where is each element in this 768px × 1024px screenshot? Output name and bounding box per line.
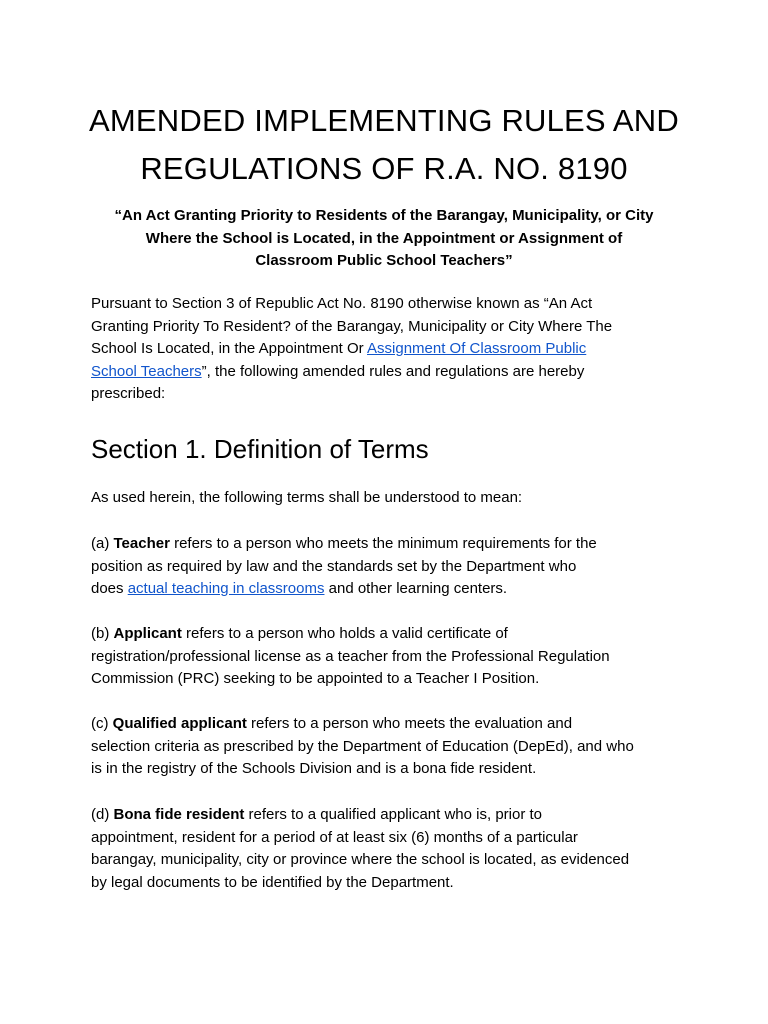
- definition-teacher-text-1: refers to a person who meets the minimum requirements for the: [169, 535, 597, 552]
- assignment-classroom-teachers-link-cont[interactable]: School Teachers: [91, 362, 202, 380]
- definitions-lead: [91, 487, 691, 510]
- intro-line-5: prescribed:: [91, 385, 166, 402]
- definition-applicant-line-1: [91, 623, 691, 646]
- definition-qualified-applicant-line-3: is in the registry of the Schools Division and is a bona fide resident.: [91, 760, 537, 777]
- intro-line-4-text: ”, the following amended rules and regulations are hereby: [201, 362, 585, 380]
- definition-qualified-applicant-prefix: (c): [91, 715, 113, 732]
- definition-qualified-applicant-line-2: selection criteria as prescribed by the Department of Education (DepEd), and who: [91, 737, 634, 755]
- definition-bona-fide-resident-term: Bona fide resident: [113, 806, 245, 823]
- definition-teacher-text-3a: does: [91, 580, 128, 597]
- definition-bona-fide-resident: [91, 804, 691, 894]
- definitions-lead-text: As used herein, the following terms shall be understood to mean:: [91, 489, 523, 506]
- definition-bona-fide-resident-line-2: appointment, resident for a period of at least six (6) months of a particular: [91, 828, 578, 846]
- definition-bona-fide-resident-line-4: by legal documents to be identified by the Department.: [91, 873, 454, 891]
- definition-teacher-line-3: [91, 578, 691, 601]
- intro-line-2: Granting Priority To Resident? of the Barangay, Municipality or City Where The: [91, 317, 613, 335]
- definition-bona-fide-resident-line-1: [91, 804, 691, 827]
- assignment-classroom-teachers-link[interactable]: Assignment Of Classroom Public: [367, 340, 587, 357]
- definition-teacher: [91, 533, 691, 601]
- definition-applicant-line-2: registration/professional license as a teacher from the Professional Regulation: [91, 647, 610, 665]
- definition-teacher-text-3b: and other learning centers.: [324, 580, 508, 597]
- intro-line-1: Pursuant to Section 3 of Republic Act No. 8190 otherwise known as “An Act: [91, 295, 593, 312]
- definition-teacher-line-2: position as required by law and the standards set by the Department who: [91, 557, 577, 575]
- act-subtitle: [70, 205, 698, 273]
- intro-line-3: [91, 338, 691, 361]
- intro-paragraph: [91, 293, 691, 406]
- definition-qualified-applicant-term: Qualified applicant: [112, 715, 247, 732]
- definition-qualified-applicant-text-1: refers to a person who meets the evaluation and: [246, 715, 573, 732]
- definition-bona-fide-resident-text-1: refers to a qualified applicant who is, prior to: [244, 806, 543, 823]
- definition-bona-fide-resident-prefix: (d): [91, 806, 114, 823]
- definition-teacher-term: Teacher: [113, 535, 170, 552]
- act-subtitle-line-2: Where the School is Located, in the Appointment or Assignment of: [145, 229, 623, 247]
- definition-applicant: [91, 623, 691, 691]
- section-1-heading: Section 1. Definition of Terms: [91, 434, 429, 464]
- intro-line-4: [91, 361, 691, 384]
- definition-qualified-applicant: [91, 713, 691, 781]
- definition-bona-fide-resident-line-3: barangay, municipality, city or province where the school is located, as evidenced: [91, 851, 630, 868]
- definition-qualified-applicant-line-1: [91, 713, 691, 736]
- actual-teaching-link[interactable]: actual teaching in classrooms: [127, 580, 325, 597]
- act-subtitle-line-1: “An Act Granting Priority to Residents of the Barangay, Municipality, or City: [114, 207, 654, 224]
- definition-applicant-term: Applicant: [113, 625, 182, 642]
- document-title: [60, 97, 708, 193]
- definition-teacher-prefix: (a): [91, 535, 114, 552]
- intro-line-3-text: School Is Located, in the Appointment Or: [91, 340, 368, 357]
- act-subtitle-line-3: Classroom Public School Teachers”: [255, 252, 513, 269]
- definition-applicant-line-3: Commission (PRC) seeking to be appointed to a Teacher I Position.: [91, 670, 540, 687]
- document-title-line-1: AMENDED IMPLEMENTING RULES AND: [89, 103, 679, 138]
- definition-applicant-prefix: (b): [91, 625, 114, 642]
- definition-applicant-text-1: refers to a person who holds a valid certificate of: [181, 625, 508, 642]
- definition-teacher-line-1: [91, 533, 691, 556]
- document-title-line-2: REGULATIONS OF R.A. NO. 8190: [140, 151, 628, 186]
